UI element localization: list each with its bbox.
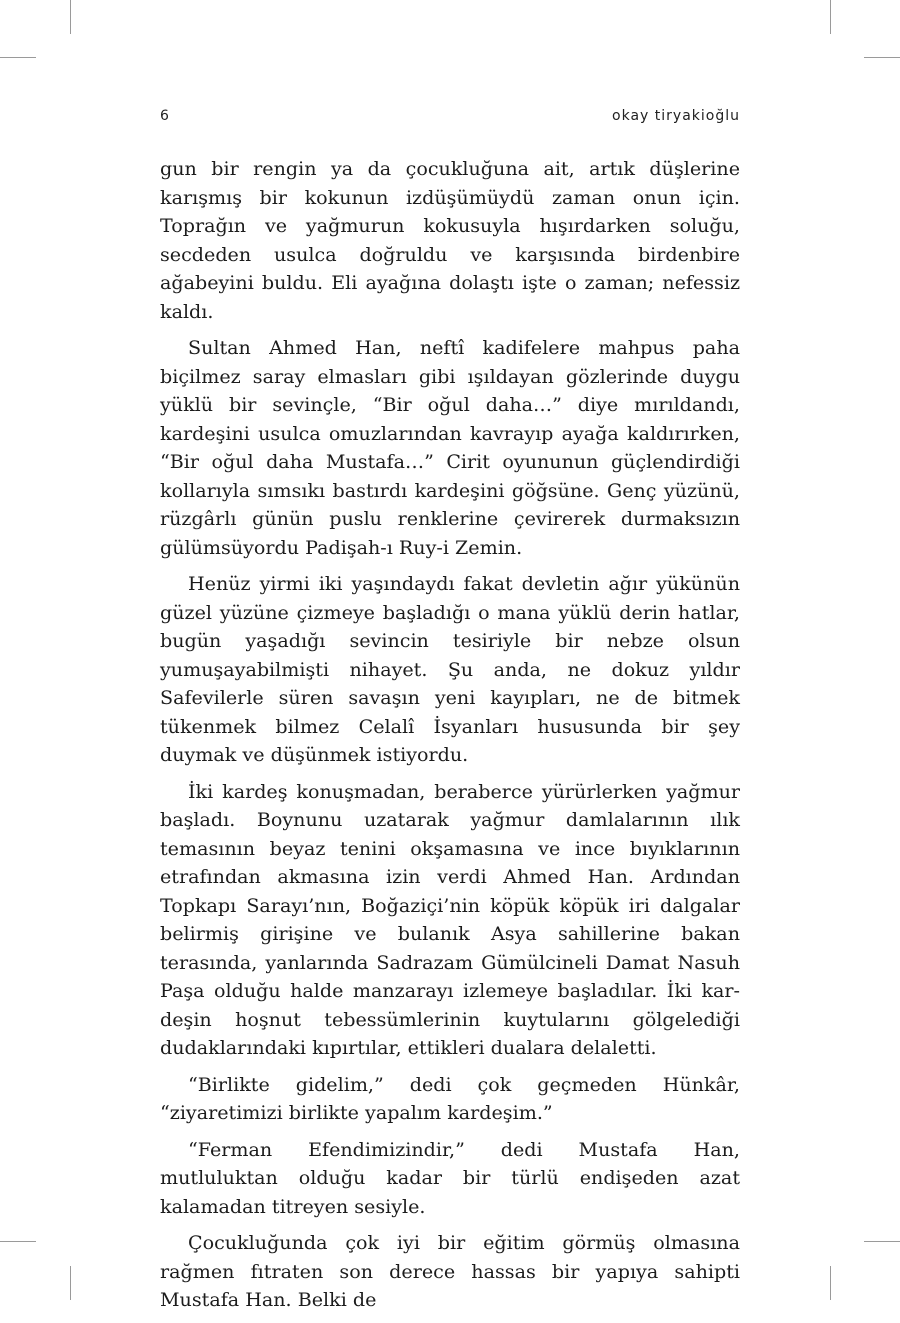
- paragraph: İki kardeş konuşmadan, beraberce yürürlerken yağmur başladı. Boynunu uzatarak yağmur damlalarının ılık temasının beyaz tenini okşamasına ve ince bıyıklarının etrafından akmasına izin verdi Ahmed Han. Ardından Topkapı Sarayı’nın, Boğaziçi’nin köpük köpük iri dalgalar belirmiş girişine ve bulanık Asya sahillerine bakan terasında, yanlarında Sadrazam Gümülcineli Damat Nasuh Paşa olduğu halde manzarayı izlemeye başladılar. İki kardeşin hoşnut tebessümlerinin kuytularını gölgelediği dudaklarındaki kıpırtılar, ettikleri dualara delaletti.: [160, 779, 740, 1059]
- paragraph: Sultan Ahmed Han, neftî kadifelere mahpus paha biçilmez saray elmasları gibi ışıldayan gözlerinde duygu yüklü bir sevinçle, “Bir oğul daha…” diye mırıldandı, kardeşini usulca omuzlarından kavrayıp ayağa kaldırırken, “Bir oğul daha Mustafa…” Cirit oyununun güçlendirdiği kollarıyla sımsıkı bastırdı kardeşini göğsüne. Genç yüzünü, rüzgârlı günün puslu renklerine çevirerek durmaksızın gülümsüyordu Padişah-ı Ruy-i Zemin.: [160, 336, 740, 559]
- page-number: 6: [160, 108, 170, 124]
- paragraph-continuation: gun bir rengin ya da çocukluğuna ait, artık düşlerine karışmış bir kokunun izdüşümüydü zaman onun için. Toprağın ve yağmurun kokusuyla hışırdarken soluğu, secdeden usulca doğruldu ve karşısında birdenbire ağabeyini buldu. Eli ayağına dolaştı işte o zaman; nefessiz kaldı.: [160, 157, 740, 323]
- crop-mark-right-lower: [864, 1241, 900, 1242]
- paragraph: “Birlikte gidelim,” dedi çok geçmeden Hünkâr, “ziyaretimizi birlikte yapalım kardeşim.”: [160, 1072, 740, 1124]
- paragraph: “Ferman Efendimizindir,” dedi Mustafa Han, mutluluktan olduğu kadar bir türlü endişeden azat kalamadan titreyen sesiyle.: [160, 1137, 740, 1218]
- author-name: okay tiryakioğlu: [612, 108, 740, 124]
- crop-mark-right-upper: [864, 57, 900, 58]
- paragraph: Çocukluğunda çok iyi bir eğitim görmüş olmasına rağmen fıtraten son derece hassas bir yapıya sahipti Mustafa Han. Belki de: [160, 1231, 740, 1311]
- crop-mark-top-right: [830, 0, 831, 34]
- paragraph: Henüz yirmi iki yaşındaydı fakat devletin ağır yükünün güzel yüzüne çizmeye başladığı o mana yüklü derin hatlar, bugün yaşadığı sevincin tesiriyle bir nebze olsun yumuşayabilmişti nihayet. Şu anda, ne dokuz yıldır Safevilerle süren savaşın yeni kayıpları, ne de bitmek tükenmek bilmez Celalî İsyanları hususunda bir şey duymak ve düşünmek istiyordu.: [160, 572, 740, 766]
- crop-mark-bottom-left: [70, 1266, 71, 1300]
- crop-mark-left-lower: [0, 1241, 36, 1242]
- crop-mark-left-upper: [0, 57, 36, 58]
- body-text: [160, 155, 740, 1323]
- crop-mark-top-left: [70, 0, 71, 34]
- crop-mark-bottom-right: [830, 1266, 831, 1300]
- running-head: [160, 108, 740, 132]
